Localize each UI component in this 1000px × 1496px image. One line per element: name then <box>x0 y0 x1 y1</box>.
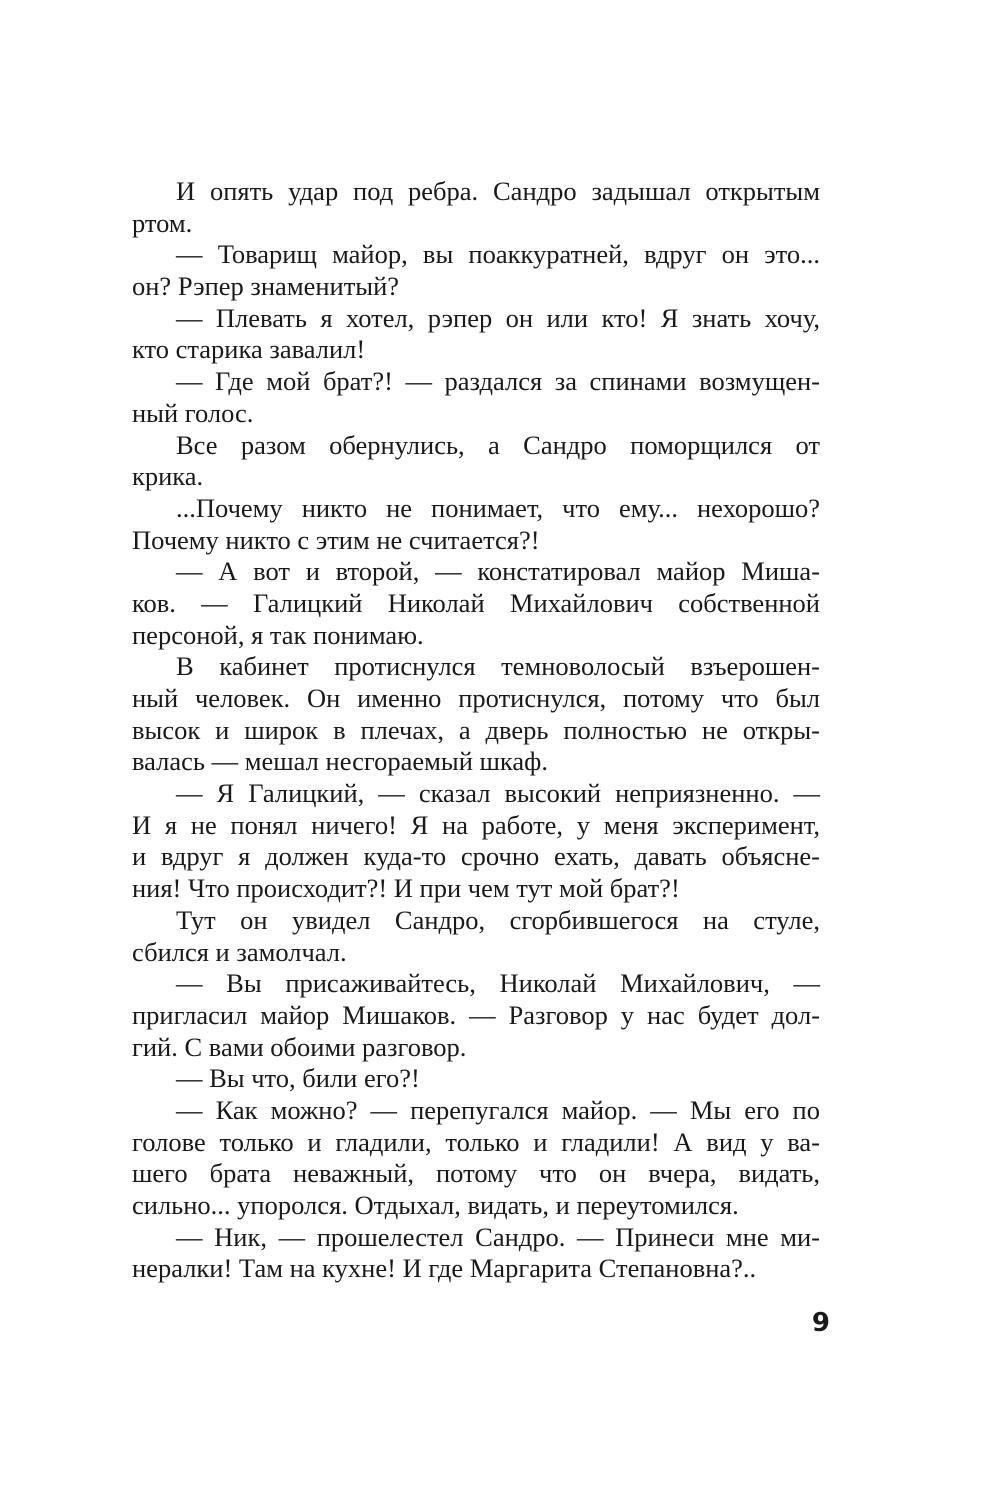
text-line: — Вы присаживайтесь, Николай Михайлович, — <box>176 968 820 999</box>
text-line: — Ник, — прошелестел Сандро. — Принеси мне ми- <box>176 1221 820 1252</box>
text-line: — Товарищ майор, вы поаккуратней, вдруг он это... <box>176 239 820 270</box>
text-line: — Как можно? — перепугался майор. — Мы его по <box>176 1094 820 1125</box>
text-line: ния! Что происходит?! И при чем тут мой брат?! <box>132 873 680 904</box>
text-line: он? Рэпер знаменитый? <box>132 271 400 302</box>
text-line: ный голос. <box>132 397 254 428</box>
text-line: Тут он увидел Сандро, сгорбившегося на стуле, <box>176 904 820 935</box>
text-line: — Я Галицкий, — сказал высокий неприязненно. — <box>176 778 820 809</box>
text-line: — Вы что, били его?! <box>176 1063 420 1094</box>
text-line: валась — мешал несгораемый шкаф. <box>132 746 548 777</box>
text-line: ков. — Галицкий Николай Михайлович собственной <box>132 587 820 618</box>
text-line: пригласил майор Мишаков. — Разговор у нас будет дол- <box>132 999 820 1030</box>
text-line: ный человек. Он именно протиснулся, потому что был <box>132 683 820 713</box>
body-text <box>132 176 820 1285</box>
page-number: 9 <box>811 1308 830 1338</box>
text-line: ртом. <box>132 207 193 238</box>
text-line: В кабинет протиснулся темноволосый взъерошен- <box>176 651 820 682</box>
text-line: — Где мой брат?! — раздался за спинами возмущен- <box>176 366 820 397</box>
text-line: — Плевать я хотел, рэпер он или кто! Я знать хочу, <box>176 302 820 333</box>
text-line: И опять удар под ребра. Сандро задышал открытым <box>176 176 820 206</box>
text-line: И я не понял ничего! Я на работе, у меня эксперимент, <box>132 809 820 840</box>
text-line: высок и широк в плечах, а дверь полностью не откры- <box>132 714 820 745</box>
text-line: крика. <box>132 461 204 492</box>
text-line: кто старика завалил! <box>132 334 366 365</box>
text-line: ...Почему никто не понимает, что ему... нехорошо? <box>176 492 820 523</box>
text-line: шего брата неважный, потому что он вчера, видать, <box>132 1158 820 1189</box>
text-line: сбился и замолчал. <box>132 936 347 967</box>
text-line: Почему никто с этим не считается?! <box>132 524 540 555</box>
text-line: и вдруг я должен куда-то срочно ехать, давать объясне- <box>132 841 820 872</box>
text-line: — А вот и второй, — констатировал майор Миша- <box>176 556 820 587</box>
text-line: Все разом обернулись, а Сандро поморщился от <box>176 429 820 460</box>
text-line: нералки! Там на кухне! И где Маргарита Степановна?.. <box>132 1253 757 1284</box>
text-line: сильно... упоролся. Отдыхал, видать, и переутомился. <box>132 1190 739 1220</box>
text-line: гий. С вами обоими разговор. <box>132 1031 467 1062</box>
text-line: персоной, я так понимаю. <box>132 619 424 650</box>
text-line: голове только и гладили, только и гладили! А вид у ва- <box>132 1126 820 1157</box>
